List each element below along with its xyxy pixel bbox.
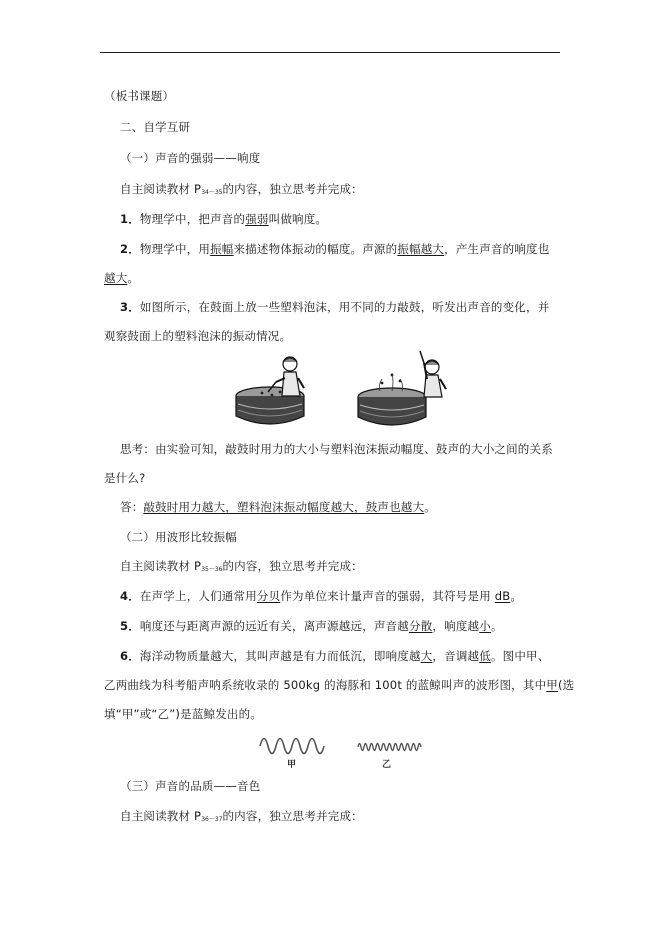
question-number: 2．: [120, 242, 140, 256]
question-6: [120, 648, 549, 664]
waveform-jia: [258, 733, 326, 759]
answer-blank: 分贝: [256, 589, 281, 603]
question-1: [120, 211, 327, 227]
text: ，音调越: [432, 649, 480, 663]
answer-blank: 强弱: [245, 212, 269, 226]
subsection-heading-timbre: （三）声音的品质——音色: [120, 779, 261, 793]
question-2: [120, 241, 549, 257]
answer-blank: 敲鼓时用力越大，塑料泡沫振动幅度越大，鼓声也越大: [143, 500, 425, 514]
answer-blank: 低: [479, 649, 491, 663]
text: 。图中甲、: [490, 649, 550, 663]
subsection-heading-waveform: （二）用波形比较振幅: [120, 530, 237, 544]
thinking-answer: [120, 499, 436, 515]
question-6-continued-2: 填“甲”或“乙”)是蓝鲸发出的。: [104, 707, 263, 721]
answer-blank: 振幅: [210, 242, 234, 256]
reading-instruction-3: [120, 808, 363, 828]
text: (选: [558, 678, 575, 692]
question-3: [120, 299, 549, 315]
text: 乙两曲线为科考船声呐系统收录的 500kg 的海豚和 100t 的蓝鲸叫声的波形图，其中: [104, 678, 547, 692]
drum-soft-hit-illustration: [232, 352, 332, 432]
waveform-yi-label: 乙: [382, 760, 392, 770]
answer-blank: 振幅越大: [397, 242, 445, 256]
drum-hard-hit-illustration: [352, 345, 462, 433]
text: 在声学上，人们通常用: [139, 589, 257, 603]
text: ，产生声音的响度也: [444, 242, 550, 256]
answer-blank: dB: [494, 589, 511, 603]
answer-blank: 甲: [546, 678, 558, 692]
answer-blank: 分散: [409, 619, 433, 633]
thinking-question-continued: 是什么?: [104, 471, 146, 485]
header-rule: [100, 52, 560, 53]
text: 的内容，独立思考并完成：: [222, 559, 363, 573]
question-number: 6．: [120, 649, 140, 663]
text: 物理学中，把声音的: [139, 212, 246, 226]
question-number: 3．: [120, 300, 140, 314]
text: 叫做响度。: [268, 212, 328, 226]
text: 。: [127, 271, 140, 285]
text: 。: [510, 589, 523, 603]
answer-blank: 大: [420, 649, 433, 663]
text: 物理学中，用: [139, 242, 211, 256]
page-range: 34～35: [201, 189, 223, 196]
text: 的内容，独立思考并完成：: [222, 182, 363, 196]
text: 响度还与距离声源的远近有关，离声源越远，声音越: [139, 619, 410, 633]
question-number: 5．: [120, 619, 140, 633]
question-4: [120, 588, 522, 604]
reading-instruction-2: [120, 558, 363, 578]
page-range: 35～36: [201, 566, 223, 573]
text: 自主阅读教材 P: [120, 182, 202, 196]
board-title-note: （板书课题）: [104, 89, 175, 103]
text: ，响度越: [432, 619, 480, 633]
text: 的内容，独立思考并完成：: [222, 809, 363, 823]
question-5: [120, 618, 503, 634]
thinking-question: 思考：由实验可知，敲鼓时用力的大小与塑料泡沫振动幅度、鼓声的大小之间的关系: [120, 442, 553, 456]
subsection-heading-loudness: （一）声音的强弱——响度: [120, 151, 261, 165]
text: 。: [424, 500, 436, 514]
text: 来描述物体振动的幅度。声源的: [233, 242, 398, 256]
question-number: 1．: [120, 212, 140, 226]
reading-instruction-1: [120, 181, 363, 201]
section-heading: 二、自学互研: [120, 120, 191, 134]
question-6-continued: [104, 677, 574, 693]
text: 如图所示，在鼓面上放一些塑料泡沫，用不同的力敲鼓，听发出声音的变化，并: [139, 300, 550, 314]
text: 作为单位来计量声音的强弱，其符号是用: [280, 589, 495, 603]
text: 。: [490, 619, 503, 633]
answer-blank: 小: [479, 619, 491, 633]
page-range: 36～37: [201, 816, 223, 823]
question-3-continued: 观察鼓面上的塑料泡沫的振动情况。: [104, 329, 292, 343]
text: 答：: [120, 500, 144, 514]
question-2-continued: [104, 270, 139, 286]
text: 海洋动物质量越大，其叫声越是有力而低沉，即响度越: [139, 649, 421, 663]
text: 自主阅读教材 P: [120, 559, 202, 573]
question-number: 4．: [120, 589, 140, 603]
text: 自主阅读教材 P: [120, 809, 202, 823]
answer-blank: 越大: [104, 271, 128, 285]
waveform-jia-label: 甲: [287, 760, 297, 770]
waveform-yi: [356, 738, 422, 756]
